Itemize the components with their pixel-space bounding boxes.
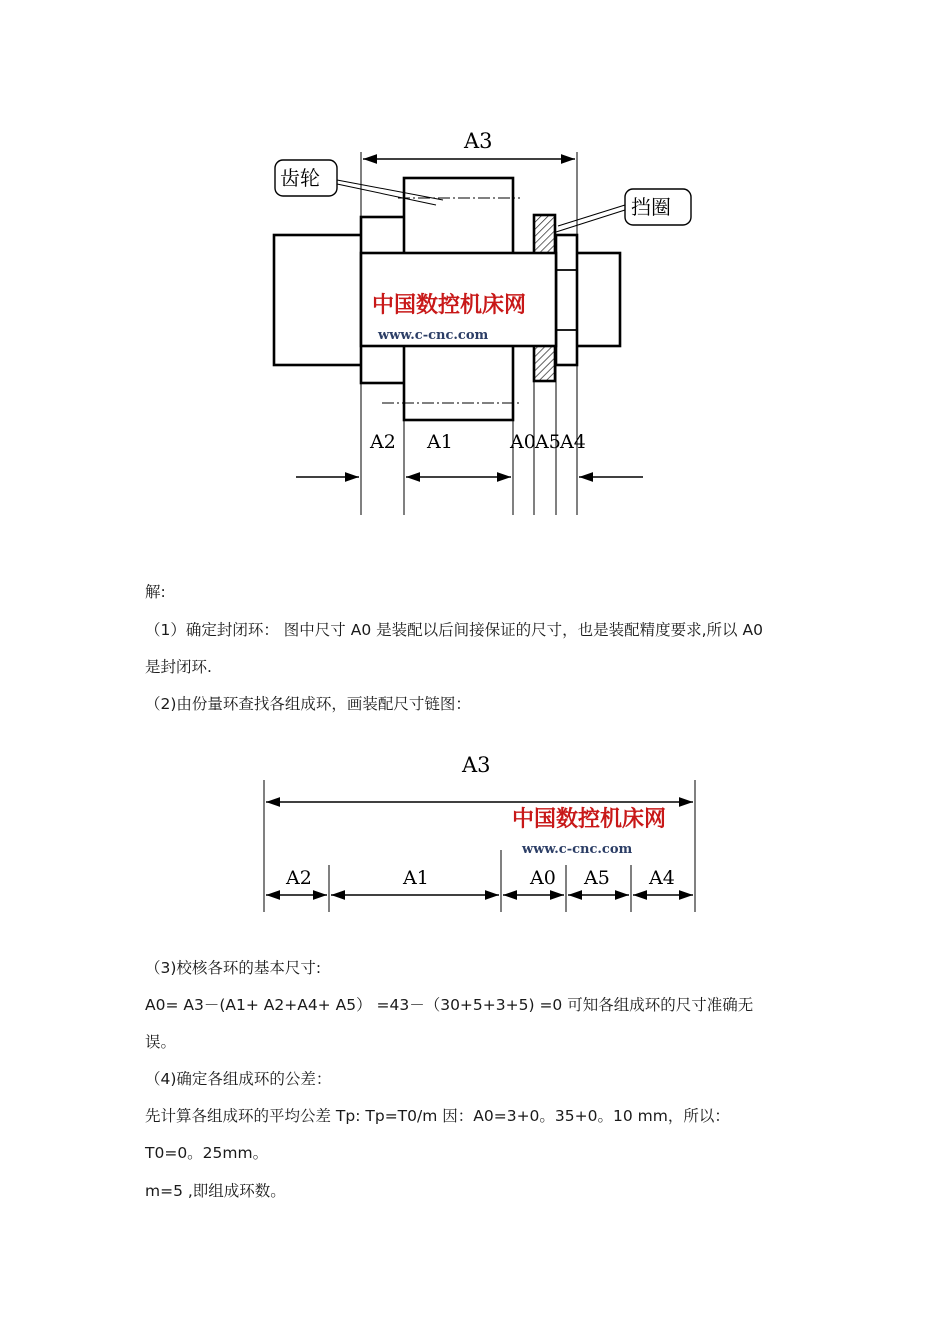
chain-label-a3: A3 bbox=[462, 753, 491, 777]
svg-text:中国数控机床网: 中国数控机床网 bbox=[512, 807, 667, 832]
label-a4: A4 bbox=[560, 431, 586, 453]
t0-text: T0=0。25mm。 bbox=[145, 1144, 269, 1162]
chain-label-a1: A1 bbox=[403, 867, 429, 889]
nut-a4 bbox=[556, 235, 577, 365]
solution-heading: 解: bbox=[145, 583, 166, 601]
shaft-right-end bbox=[576, 253, 620, 346]
chain-label-a0: A0 bbox=[530, 867, 556, 889]
chain-label-a5: A5 bbox=[584, 867, 610, 889]
chain-label-a2: A2 bbox=[286, 867, 312, 889]
step1-line1: （1）确定封闭环： 图中尺寸 A0 是装配以后间接保证的尺寸，也是装配精度要求,所以 A0 bbox=[145, 621, 763, 639]
formula-line1: A0= A3－(A1+ A2+A4+ A5） =43－（30+5+3+5) =0 可知各组成环的尺寸准确无 bbox=[145, 996, 754, 1014]
svg-text:www.c-cnc.com: www.c-cnc.com bbox=[378, 328, 489, 343]
label-a0: A0 bbox=[510, 431, 536, 453]
callout-gear: 齿轮 bbox=[280, 166, 320, 190]
shaft-left-end bbox=[274, 235, 362, 365]
label-a2: A2 bbox=[370, 431, 396, 453]
chain-label-a4: A4 bbox=[649, 867, 675, 889]
dimension-chain-diagram bbox=[0, 740, 950, 930]
formula-line2: 误。 bbox=[145, 1033, 177, 1051]
avg-tolerance-text: 先计算各组成环的平均公差 Tp: Tp=T0/m 因：A0=3+0。35+0。10 mm，所以： bbox=[145, 1107, 730, 1125]
step2-text: （2)由份量环查找各组成环，画装配尺寸链图： bbox=[145, 695, 471, 713]
callout-ring: 挡圈 bbox=[631, 195, 671, 219]
label-a3: A3 bbox=[464, 129, 493, 153]
watermark-2 bbox=[512, 806, 666, 857]
m-text: m=5 ,即组成环数。 bbox=[145, 1182, 286, 1200]
step4-text: （4)确定各组成环的公差： bbox=[145, 1070, 332, 1088]
step1-line2: 是封闭环. bbox=[145, 658, 212, 676]
label-a5: A5 bbox=[535, 431, 561, 453]
step3-text: （3)校核各环的基本尺寸: bbox=[145, 959, 322, 977]
svg-text:中国数控机床网: 中国数控机床网 bbox=[372, 293, 527, 318]
svg-text:www.c-cnc.com: www.c-cnc.com bbox=[522, 842, 633, 857]
assembly-drawing bbox=[0, 0, 950, 560]
label-a1: A1 bbox=[427, 431, 453, 453]
